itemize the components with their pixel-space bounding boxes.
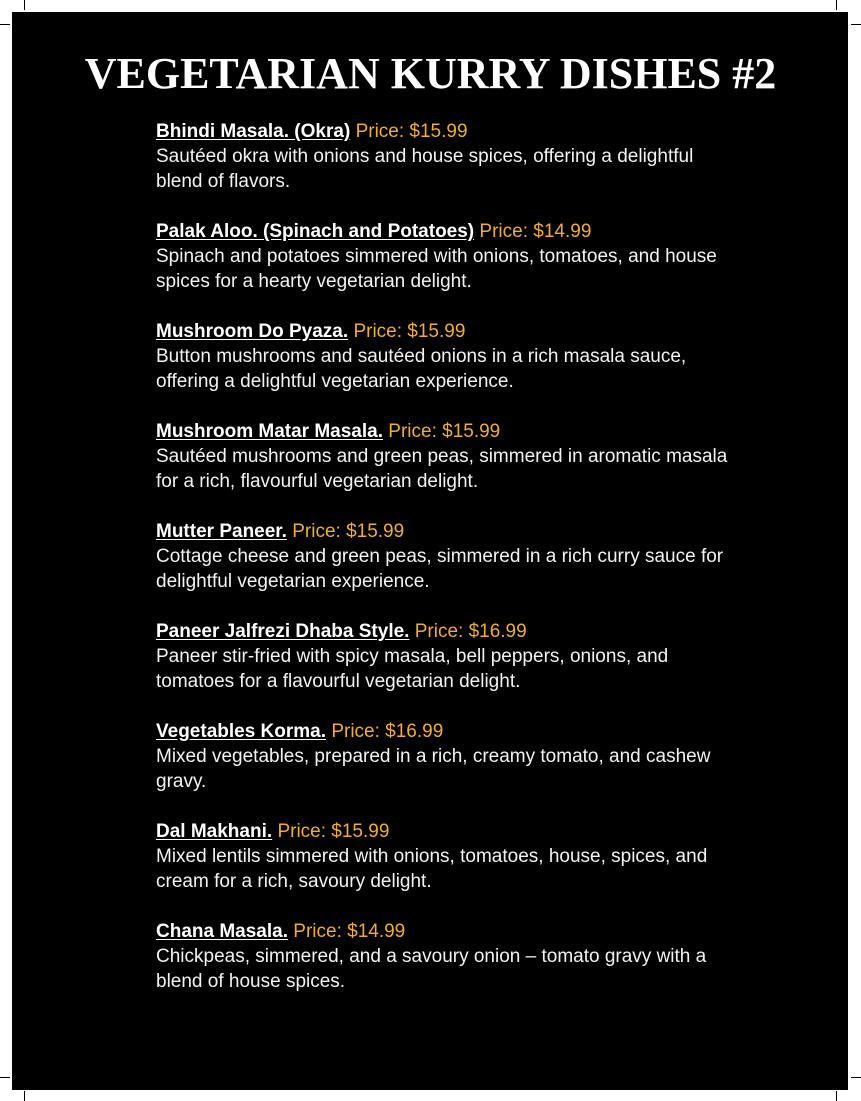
- menu-item-description: Sautéed okra with onions and house spices, offering a delightful blend of flavors.: [156, 146, 694, 192]
- menu-item-price: Price: $16.99: [331, 721, 444, 742]
- menu-item-header: [156, 720, 736, 744]
- crop-mark-bottom-right-v: [836, 1091, 837, 1101]
- menu-item-header: [156, 620, 736, 644]
- menu-item-name: Mushroom Matar Masala.: [156, 421, 383, 442]
- menu-item-price: Price: $15.99: [353, 321, 466, 342]
- menu-item-name: Mushroom Do Pyaza.: [156, 321, 349, 342]
- menu-item-header: [156, 320, 736, 344]
- menu-item-name: Palak Aloo. (Spinach and Potatoes): [156, 221, 475, 242]
- menu-item: [156, 820, 736, 920]
- menu-item-description: Spinach and potatoes simmered with onions, tomatoes, and house spices for a hearty vegetarian delight.: [156, 246, 717, 292]
- menu-item-description: Button mushrooms and sautéed onions in a rich masala sauce, offering a delightful vegetarian experience.: [156, 346, 687, 392]
- menu-item: [156, 520, 736, 620]
- menu-list: [156, 120, 736, 1020]
- crop-mark-bottom-left-h: [0, 1077, 10, 1078]
- menu-item-price: Price: $15.99: [388, 421, 501, 442]
- menu-item-name: Vegetables Korma.: [156, 721, 327, 742]
- menu-item-description: Paneer stir-fried with spicy masala, bell peppers, onions, and tomatoes for a flavourful vegetarian delight.: [156, 646, 669, 692]
- menu-item-name: Chana Masala.: [156, 921, 288, 942]
- menu-item-name: Bhindi Masala. (Okra): [156, 121, 351, 142]
- page-title: VEGETARIAN KURRY DISHES #2: [84, 49, 777, 98]
- menu-item-header: [156, 120, 736, 144]
- menu-item-description: Mixed vegetables, prepared in a rich, creamy tomato, and cashew gravy.: [156, 746, 711, 792]
- menu-item-price: Price: $14.99: [293, 921, 406, 942]
- menu-item-price: Price: $15.99: [355, 121, 468, 142]
- menu-item-header: [156, 220, 736, 244]
- crop-mark-top-right-h: [851, 24, 861, 25]
- menu-item-name: Dal Makhani.: [156, 821, 273, 842]
- menu-item: [156, 420, 736, 520]
- crop-mark-bottom-left-v: [24, 1091, 25, 1101]
- menu-item-name: Paneer Jalfrezi Dhaba Style.: [156, 621, 410, 642]
- menu-item: [156, 320, 736, 420]
- menu-item-price: Price: $15.99: [292, 521, 405, 542]
- menu-item-description: Cottage cheese and green peas, simmered in a rich curry sauce for delightful vegetarian experience.: [156, 546, 724, 592]
- menu-item-price: Price: $16.99: [414, 621, 527, 642]
- menu-item: [156, 720, 736, 820]
- menu-item-header: [156, 520, 736, 544]
- menu-item-description: Mixed lentils simmered with onions, tomatoes, house, spices, and cream for a rich, savoury delight.: [156, 846, 708, 892]
- crop-mark-top-left-v: [24, 0, 25, 10]
- crop-mark-top-right-v: [836, 0, 837, 10]
- crop-mark-top-left-h: [0, 24, 10, 25]
- menu-item-description: Chickpeas, simmered, and a savoury onion – tomato gravy with a blend of house spices.: [156, 946, 707, 992]
- menu-item-description: Sautéed mushrooms and green peas, simmered in aromatic masala for a rich, flavourful vegetarian delight.: [156, 446, 728, 492]
- menu-item-price: Price: $14.99: [479, 221, 592, 242]
- menu-item-header: [156, 820, 736, 844]
- menu-item: [156, 920, 736, 1020]
- menu-item-name: Mutter Paneer.: [156, 521, 287, 542]
- menu-item: [156, 220, 736, 320]
- menu-item: [156, 620, 736, 720]
- menu-item-price: Price: $15.99: [277, 821, 390, 842]
- menu-item-header: [156, 420, 736, 444]
- menu-item-header: [156, 920, 736, 944]
- crop-mark-bottom-right-h: [851, 1077, 861, 1078]
- menu-item: [156, 120, 736, 220]
